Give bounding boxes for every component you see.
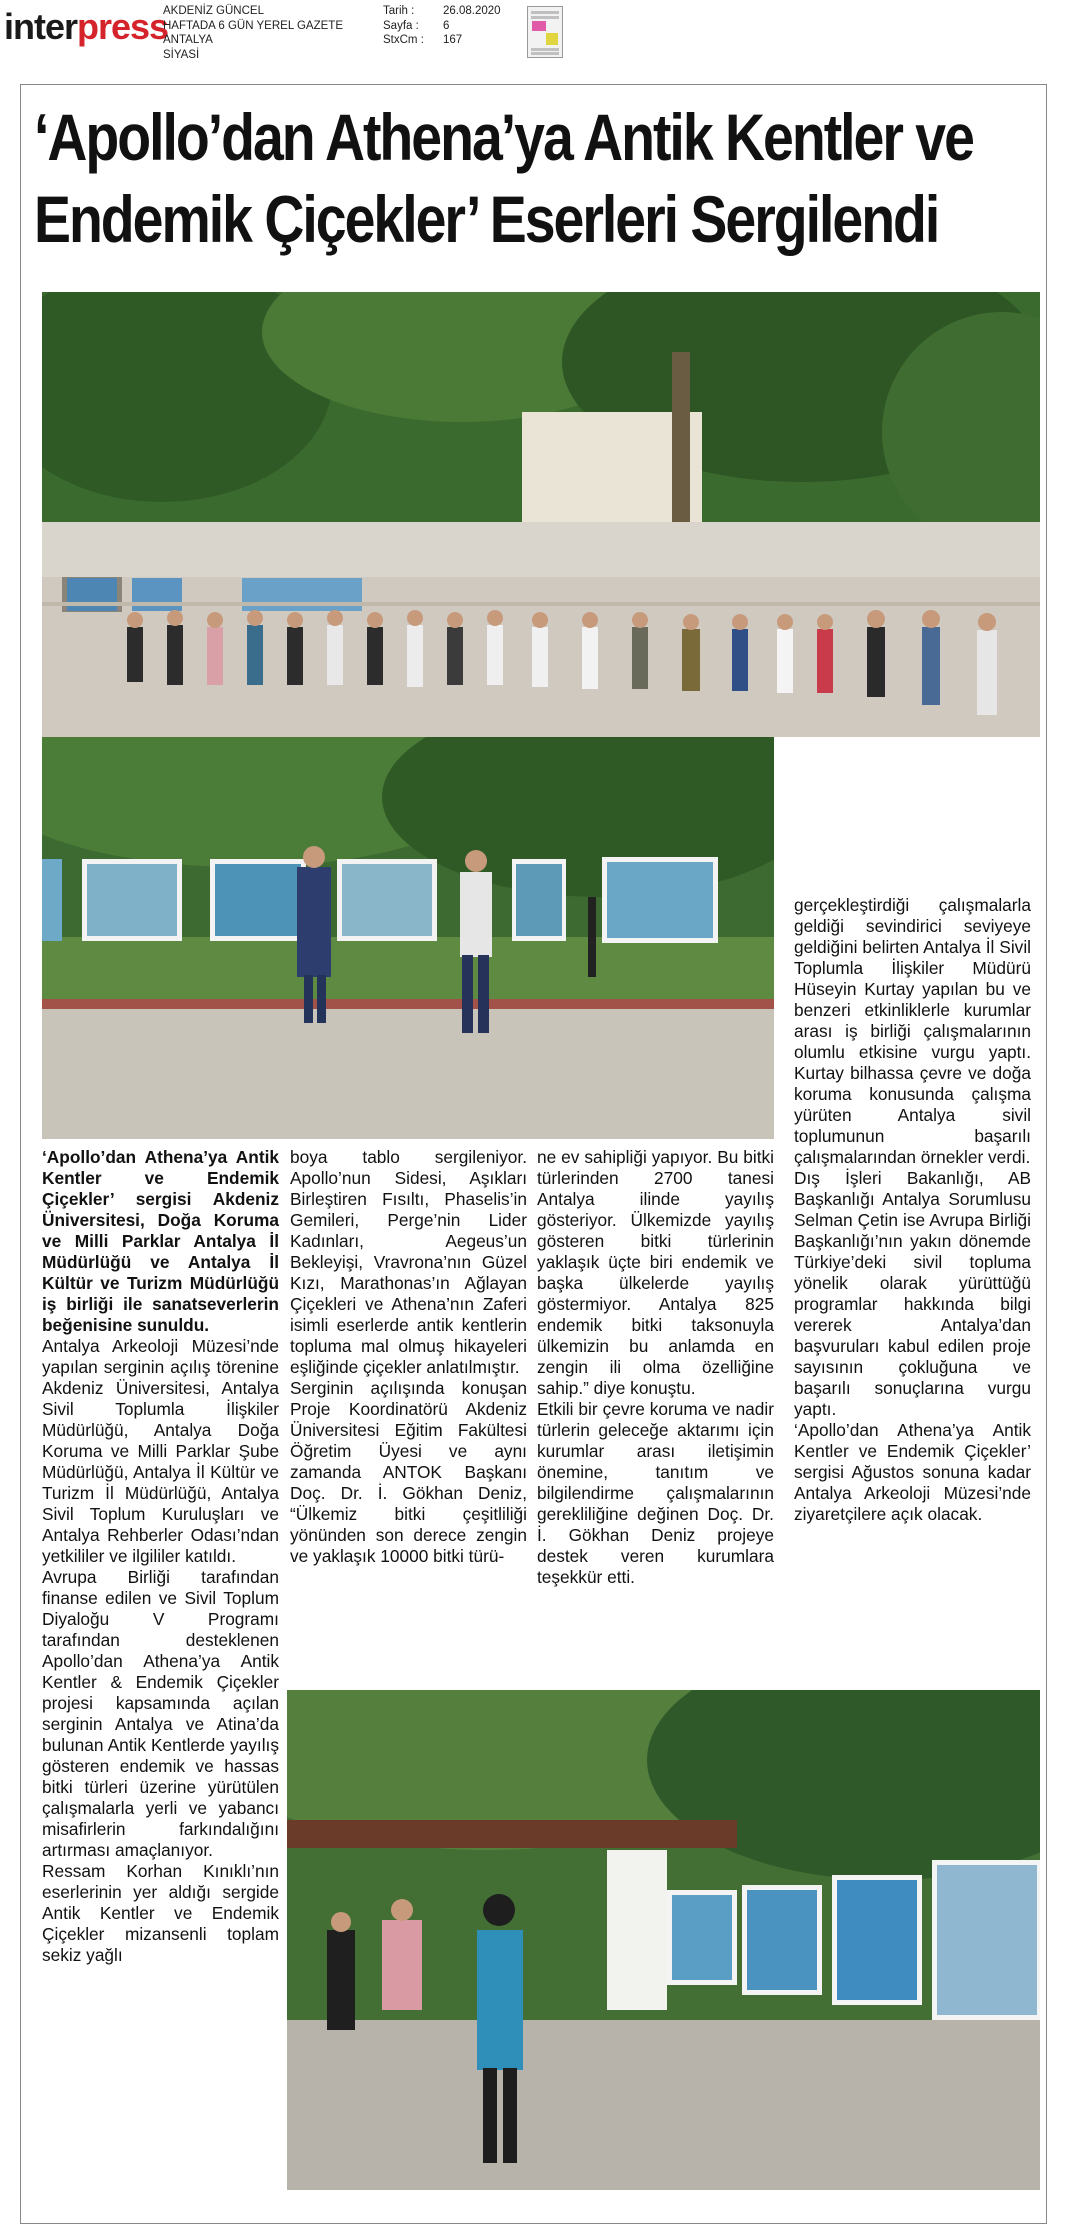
paragraph-thanks: Etkili bir çevre koruma ve nadir türlerin geleceğe aktarımı için kurumlar arası iletişimin önemine, tanıtım ve bilgilendirme çalışmalarının gerekliliğine değinen Doç. Dr. İ. Gökhan Deniz projeye destek veren kurumlara teşekkür etti. (537, 1399, 774, 1587)
text-column-4 (794, 895, 1031, 1525)
publication-city: ANTALYA (163, 34, 213, 46)
text-column-1 (42, 1147, 279, 1966)
paragraph-artist: Ressam Korhan Kınıklı’nın eserlerinin yer aldığı sergide Antik Kentler ve Endemik Çiçekler mizansenli toplam sekiz yağlı (42, 1861, 279, 1965)
text-column-3 (537, 1147, 774, 1588)
visitors-photo (287, 1690, 1040, 2190)
clipping-meta (383, 4, 501, 48)
page-thumbnail[interactable] (527, 6, 563, 58)
date-label: Tarih : (383, 5, 415, 17)
paragraph-kurtay: gerçekleştirdiği çalışmalarla geldiği sevindirici seviyeye geldiğini belirten Antalya İl Sivil Toplumla İlişkiler Müdürü Hüseyin Kurtay yapılan bu ve benzeri etkinliklerle kurumlar arası iş birliği çalışmalarının olumlu etkisine vurgu yaptı. Kurtay bilhassa çevre ve doğa koruma konusunda çalışma yürüten Antalya sivil toplumunun başarılı çalışmalarından örnekler verdi. (794, 895, 1031, 1167)
text-column-2 (290, 1147, 527, 1567)
page-value: 6 (443, 19, 450, 32)
stxcm-label: StxCm : (383, 34, 424, 46)
visitors-photo-image (287, 1690, 1040, 2190)
paragraph-paintings: boya tablo sergileniyor. Apollo’nun Sidesi, Aşıkları Birleştiren Fısıltı, Phaselis’in Gemileri, Perge’nin Lider Kadınları, Aegeus’un Bekleyişi, Vravrona’nın Güzel Kızı, Marathonas’ın Ağlayan Çiçekleri ve Athena’nın Zaferi isimli eserlerde antik kentlerin topluma mal olmuş hikayeleri eşliğinde çiçekler anlatılmıştır. (290, 1147, 527, 1377)
group-photo (42, 292, 1040, 737)
headline-line-2: Endemik Çiçekler’ Eserleri Sergilendi (34, 182, 939, 256)
publication-frequency: HAFTADA 6 GÜN YEREL GAZETE (163, 19, 343, 32)
speakers-photo (42, 737, 774, 1139)
publication-info (163, 4, 343, 62)
article-headline (34, 96, 973, 260)
page-label: Sayfa : (383, 19, 419, 32)
paragraph-project-funding: Avrupa Birliği tarafından finanse edilen ve Sivil Toplum Diyaloğu V Programı tarafından desteklenen Apollo’dan Athena’ya Antik Kentler & Endemik Çiçekler projesi kapsamında açılan serginin Antalya ve Atina’da bulunan Antik Kentlerde yayılış gösteren endemik ve hassas bitki türleri üzerine yürütülen çalışmalarla yerli ve yabancı misafirlerin farkındalığını artırması amaçlanıyor. (42, 1567, 279, 1860)
date-value: 26.08.2020 (443, 5, 501, 17)
publication-name: AKDENİZ GÜNCEL (163, 5, 264, 17)
paragraph-cetin: Dış İşleri Bakanlığı, AB Başkanlığı Antalya Sorumlusu Selman Çetin ise Avrupa Birliği Başkanlığı’nın yakın dönemde Türkiye’deki sivil topluma yönelik olarak yürüttüğü programlar hakkında bilgi vererek Antalya’dan başvuruları kabul edilen proje sayısının çokluğuna ve başarılı sonuçlarına vurgu yaptı. (794, 1168, 1031, 1419)
interpress-logo: interpress (4, 6, 169, 47)
paragraph-coordinator-speech: Serginin açılışında konuşan Proje Koordinatörü Akdeniz Üniversitesi Eğitim Fakültesi Öğretim Üyesi ve aynı zamanda ANTOK Başkanı Doç. Dr. İ. Gökhan Deniz, “Ülkemiz bitki çeşitliliği yönünden son derece zengin ve yaklaşık 10000 bitki türü- (290, 1378, 527, 1566)
clipping-header (0, 0, 1065, 80)
headline-line-1: ‘Apollo’dan Athena’ya Antik Kentler ve (34, 100, 973, 174)
speakers-photo-image (42, 737, 774, 1139)
paragraph-plant-species: ne ev sahipliği yapıyor. Bu bitki türlerinden 2700 tanesi Antalya ilinde yayılış gösteriyor. Ülkemizde yayılış gösteren bitki türlerinin yaklaşık üçte biri endemik ve başka ülkelerde yayılış göstermiyor. Antalya 825 endemik bitki taksonuyla ülkemizin bu anlamda en zengin ili olma özelliğine sahip.” diye konuştu. (537, 1147, 774, 1398)
paragraph-exhibition-dates: ‘Apollo’dan Athena’ya Antik Kentler ve Endemik Çiçekler’ sergisi Ağustos sonuna kadar Antalya Arkeoloji Müzesi’nde ziyaretçilere açık olacak. (794, 1420, 1031, 1524)
paragraph-opening-ceremony: Antalya Arkeoloji Müzesi’nde yapılan serginin açılış törenine Akdeniz Üniversitesi, Antalya Sivil Toplumla İlişkiler Müdürlüğü, Antalya Doğa Koruma ve Milli Parklar Şube Müdürlüğü, Antalya İl Kültür ve Turizm İl Müdürlüğü, Antalya Sivil Toplum Kuruluşları ve Antalya Rehberler Odası’ndan yetkililer ve ilgililer katıldı. (42, 1336, 279, 1566)
publication-category: SİYASİ (163, 48, 200, 61)
stxcm-value: 167 (443, 34, 463, 46)
group-photo-image (42, 292, 1040, 737)
article-lead: ‘Apollo’dan Athena’ya Antik Kentler ve Endemik Çiçekler’ sergisi Akdeniz Üniversitesi, Doğa Koruma ve Milli Parklar Antalya İl Müdürlüğü ve Antalya İl Kültür ve Turizm Müdürlüğü iş birliği ile sanatseverlerin beğenisine sunuldu. (42, 1147, 279, 1335)
